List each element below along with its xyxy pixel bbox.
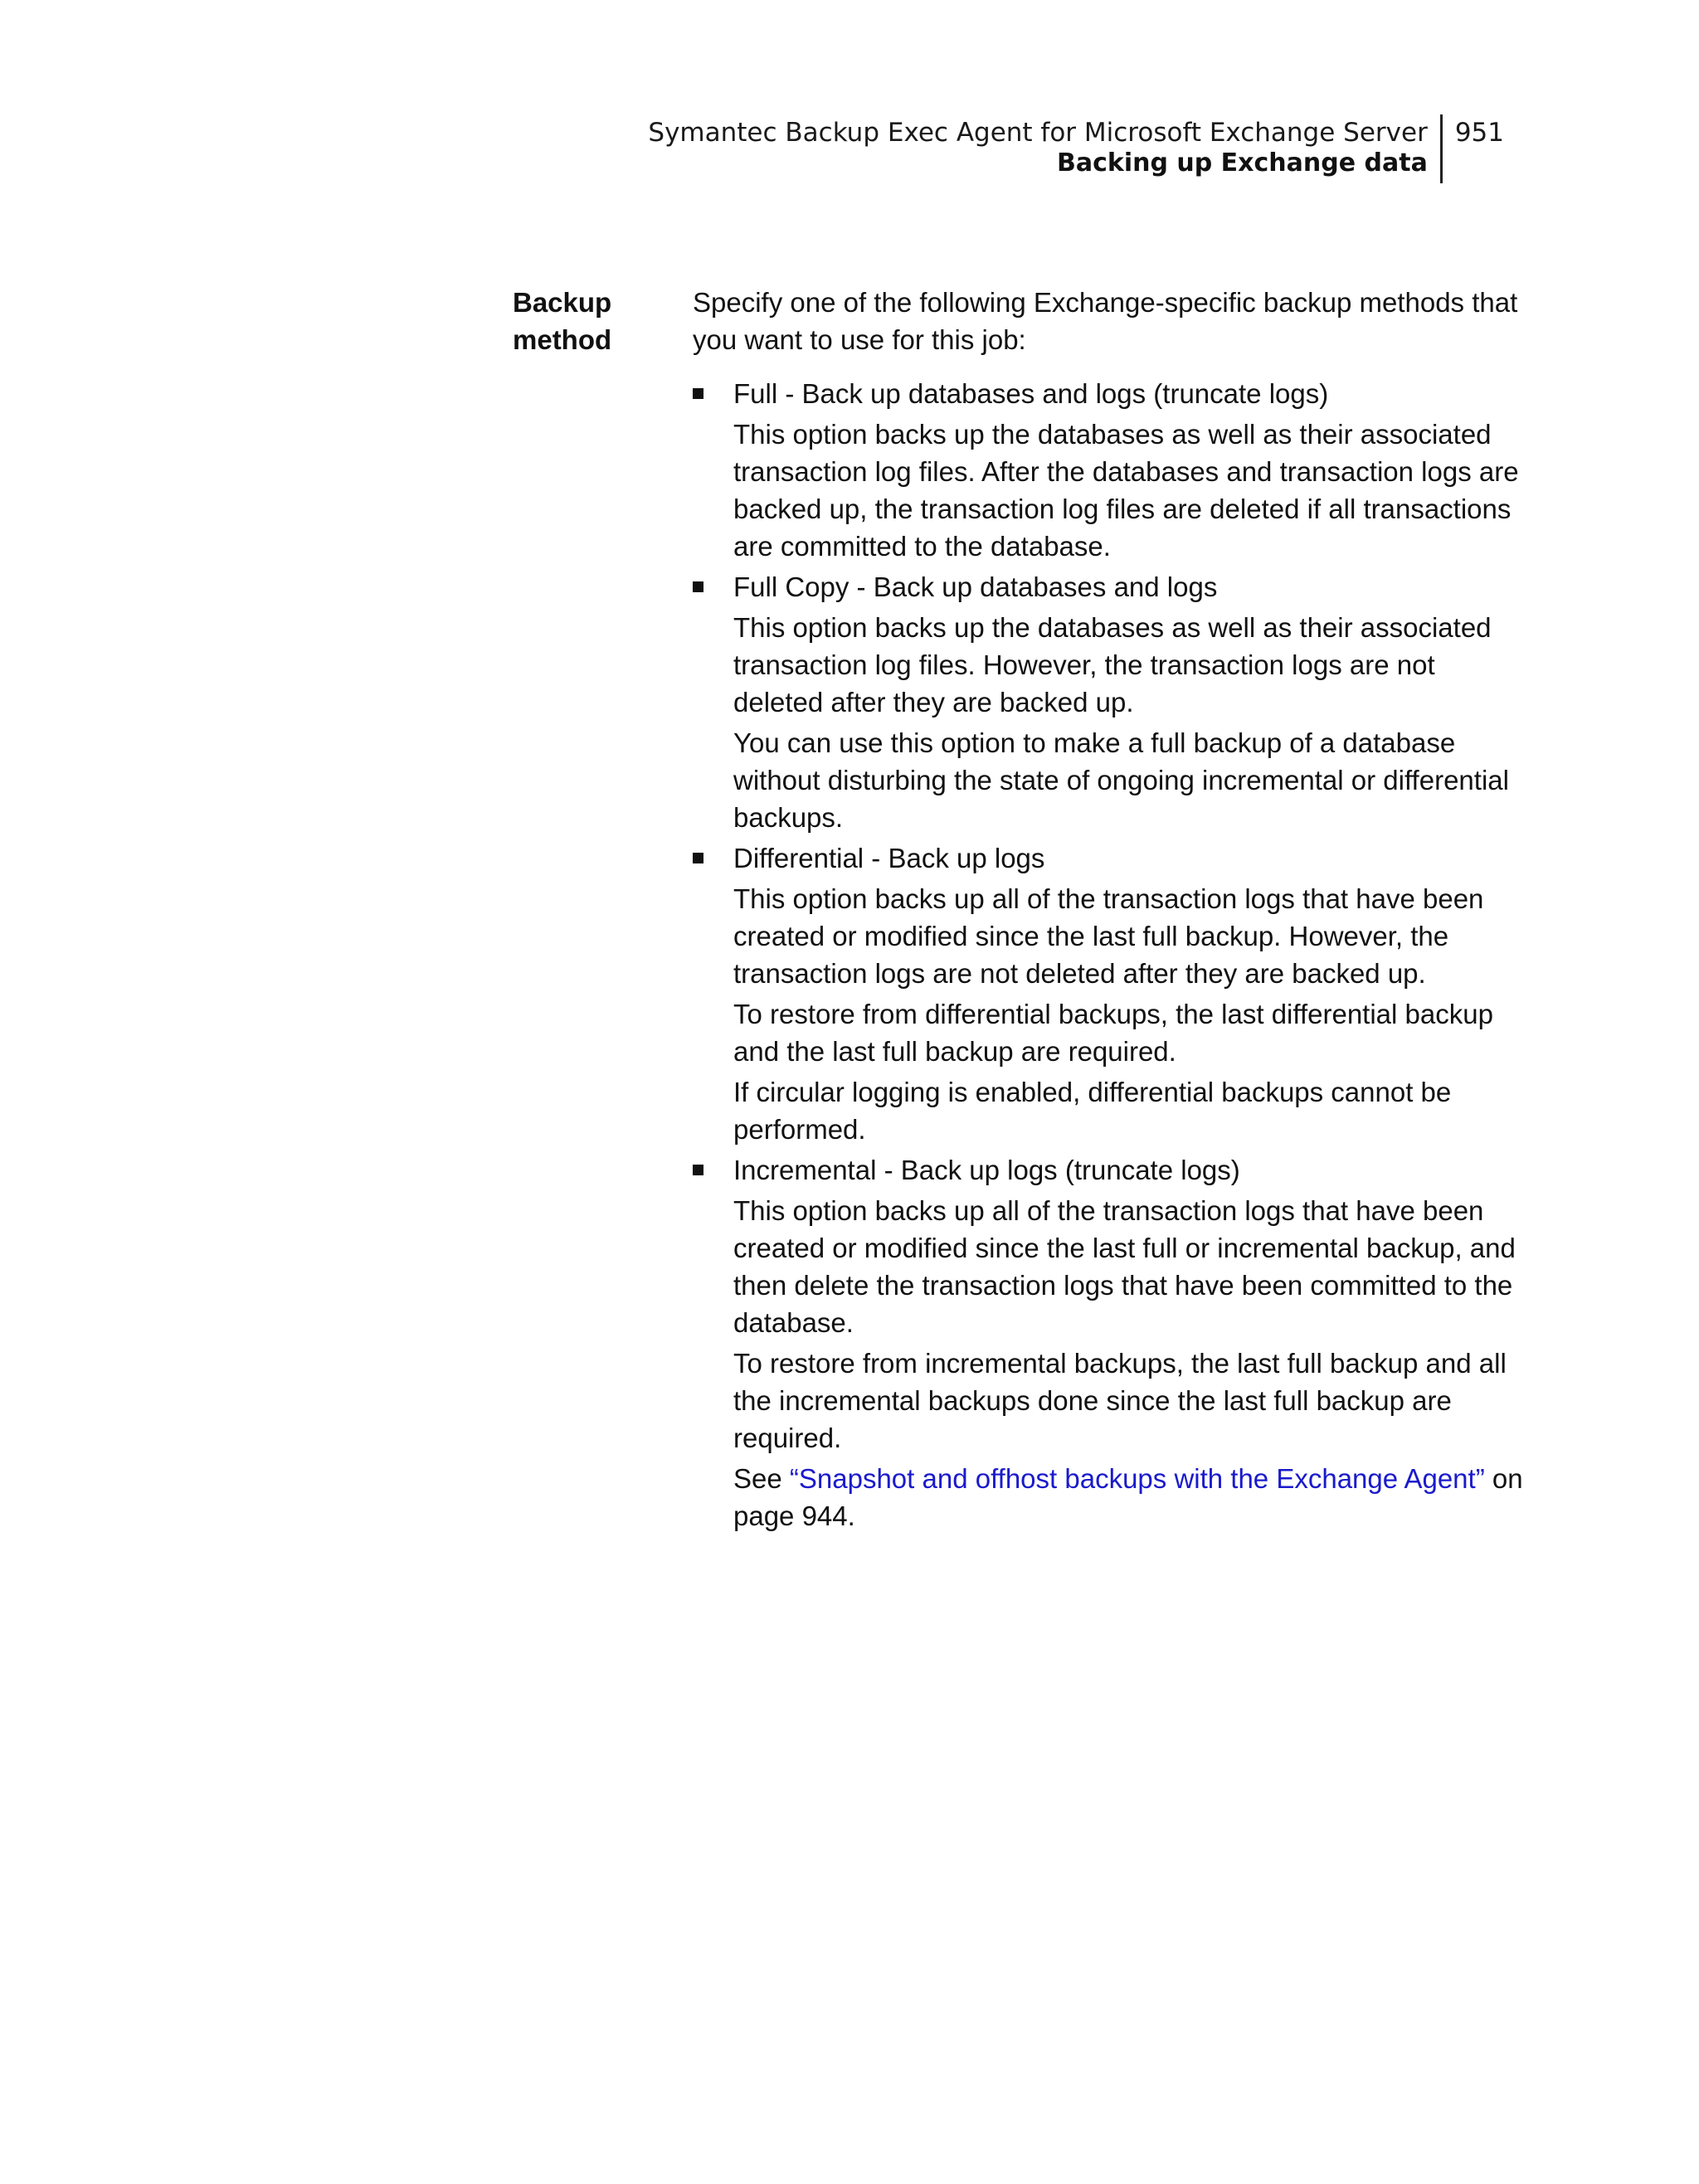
- method-note: To restore from incremental backups, the last full backup and all the incremental backups done since the last full backup are required.: [733, 1348, 1507, 1453]
- term-line-2: method: [513, 324, 612, 355]
- method-description: This option backs up all of the transaction logs that have been created or modified since the last full or incremental backup, and then delete the transaction logs that have been committed to the database.: [733, 1195, 1516, 1338]
- method-description: This option backs up all of the transaction logs that have been created or modified since the last full backup. However, the transaction logs are not deleted after they are backed up.: [733, 883, 1484, 989]
- list-item-incremental: [693, 1151, 1531, 1535]
- method-description: This option backs up the databases as well as their associated transaction log files. After the databases and transaction logs are backed up, the transaction log files are deleted if all transactions are committed to the database.: [733, 419, 1519, 562]
- method-note: You can use this option to make a full backup of a database without disturbing the state of ongoing incremental or differential backups.: [733, 727, 1509, 833]
- see-also-suffix: on page 944.: [733, 1463, 1523, 1531]
- method-title: Full - Back up databases and logs (truncate logs): [733, 378, 1329, 409]
- list-item-full-copy: [693, 568, 1531, 836]
- page-number: 951: [1454, 118, 1504, 148]
- method-note: To restore from differential backups, the last differential backup and the last full backup are required.: [733, 999, 1493, 1067]
- method-title: Full Copy - Back up databases and logs: [733, 572, 1218, 602]
- method-title: Differential - Back up logs: [733, 843, 1045, 873]
- see-also-reference: [733, 1460, 1531, 1535]
- running-header: [648, 114, 1504, 183]
- method-title: Incremental - Back up logs (truncate logs): [733, 1155, 1240, 1185]
- list-item-differential: [693, 839, 1531, 1148]
- square-bullet-icon: [693, 1165, 703, 1175]
- square-bullet-icon: [693, 581, 703, 592]
- method-description: This option backs up the databases as well as their associated transaction log files. However, the transaction logs are not deleted after they are backed up.: [733, 612, 1492, 717]
- method-note: If circular logging is enabled, differential backups cannot be performed.: [733, 1077, 1452, 1145]
- backup-methods-list: [693, 375, 1531, 1535]
- square-bullet-icon: [693, 388, 703, 399]
- see-also-prefix: See: [733, 1463, 790, 1494]
- definition-body: [693, 284, 1531, 1535]
- section-title: Backing up Exchange data: [1056, 148, 1428, 178]
- list-item-full: [693, 375, 1531, 565]
- term-line-1: Backup: [513, 287, 612, 318]
- definition-term: [513, 284, 662, 358]
- snapshot-offhost-link[interactable]: “Snapshot and offhost backups with the Exchange Agent”: [789, 1463, 1485, 1494]
- intro-paragraph: Specify one of the following Exchange-specific backup methods that you want to use for this job:: [693, 287, 1518, 355]
- header-text-block: [648, 114, 1442, 183]
- book-title: Symantec Backup Exec Agent for Microsoft Exchange Server: [648, 118, 1428, 148]
- square-bullet-icon: [693, 853, 703, 863]
